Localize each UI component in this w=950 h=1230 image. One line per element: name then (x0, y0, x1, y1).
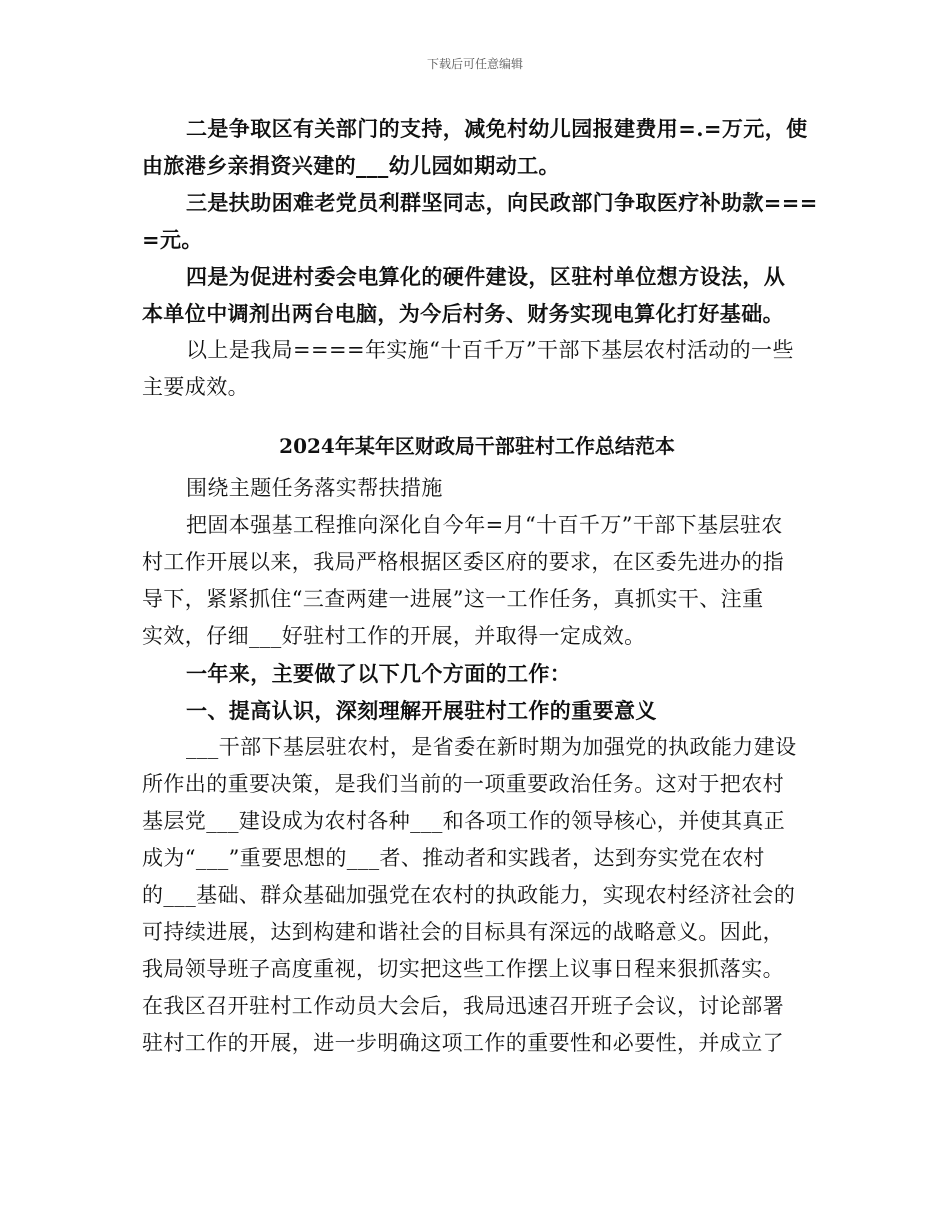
page-header-note: 下载后可任意编辑 (426, 57, 523, 71)
paragraph-line: 村工作开展以来，我局严格根据区委区府的要求，在区委先进办的指 (142, 550, 784, 574)
section-heading: 一、提高认识，深刻理解开展驻村工作的重要意义 (186, 698, 657, 723)
paragraph-line: 基层党___建设成为农村各种___和各项工作的领导核心，并使其真正 (142, 809, 786, 833)
paragraph-line: 四是为促进村委会电算化的硬件建设，区驻村单位想方设法，从 (186, 264, 786, 289)
paragraph-line: 实效，仔细___好驻村工作的开展，并取得一定成效。 (142, 624, 646, 648)
paragraph-line: 一年来，主要做了以下几个方面的工作： (186, 661, 572, 686)
paragraph-line: 驻村工作的开展，进一步明确这项工作的重要性和必要性，并成立了 (142, 1031, 784, 1055)
paragraph-line: 本单位中调剂出两台电脑，为今后村务、财务实现电算化打好基础。 (142, 301, 784, 326)
document-title: 2024年某年区财政局干部驻村工作总结范本 (279, 434, 675, 458)
paragraph-line: 围绕主题任务落实帮扶措施 (186, 476, 443, 500)
paragraph-line: =元。 (142, 227, 203, 252)
paragraph-line: 主要成效。 (142, 375, 249, 399)
paragraph-line: 我局领导班子高度重视，切实把这些工作摆上议事日程来狠抓落实。 (142, 957, 784, 981)
document-body (142, 110, 818, 1062)
paragraph-line: 二是争取区有关部门的支持，减免村幼儿园报建费用=.=万元，使 (186, 116, 808, 141)
paragraph-line: 以上是我局====年实施“十百千万”干部下基层农村活动的一些 (186, 338, 794, 362)
paragraph-line: 由旅港乡亲捐资兴建的___幼儿园如期动工。 (142, 153, 560, 178)
paragraph-line: 三是扶助困难老党员利群坚同志，向民政部门争取医疗补助款=== (186, 190, 818, 215)
paragraph-line: 把固本强基工程推向深化自今年=月“十百千万”干部下基层驻农 (186, 513, 783, 537)
paragraph-line: 在我区召开驻村工作动员大会后，我局迅速召开班子会议，讨论部署 (142, 994, 784, 1018)
paragraph-line: 所作出的重要决策，是我们当前的一项重要政治任务。这对于把农村 (142, 772, 784, 796)
paragraph-line: 可持续进展，达到构建和谐社会的目标具有深远的战略意义。因此， (142, 920, 784, 944)
paragraph-line: 导下，紧紧抓住“三查两建一进展”这一工作任务，真抓实干、注重 (142, 587, 764, 611)
paragraph-line: 的___基础、群众基础加强党在农村的执政能力，实现农村经济社会的 (142, 883, 796, 907)
paragraph-line: ___干部下基层驻农村，是省委在新时期为加强党的执政能力建设 (186, 735, 797, 759)
paragraph-line: 成为“___”重要思想的___者、推动者和实践者，达到夯实党在农村 (142, 846, 765, 870)
